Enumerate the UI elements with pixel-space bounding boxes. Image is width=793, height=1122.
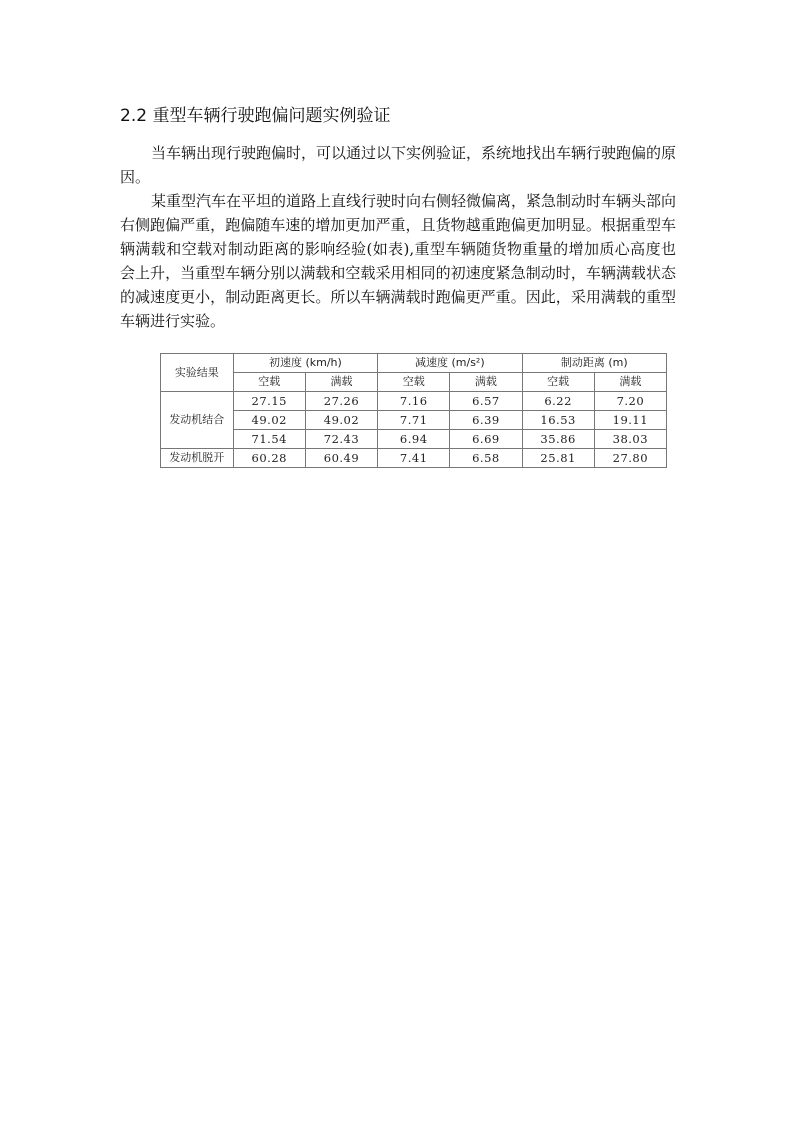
table-cell: 6.58 <box>450 449 522 468</box>
header-braking-distance: 制动距离 (m) <box>522 354 666 373</box>
table-cell: 49.02 <box>233 411 305 430</box>
subheader-cell: 满载 <box>594 373 666 392</box>
table-cell: 27.80 <box>594 449 666 468</box>
table-header-row <box>161 354 667 373</box>
table-row <box>161 411 667 430</box>
table-cell: 27.15 <box>233 392 305 411</box>
table-cell: 7.20 <box>594 392 666 411</box>
table-row <box>161 430 667 449</box>
table-cell: 16.53 <box>522 411 594 430</box>
table-cell: 19.11 <box>594 411 666 430</box>
subheader-cell: 空载 <box>378 373 450 392</box>
subheader-cell: 满载 <box>450 373 522 392</box>
table-cell: 7.16 <box>378 392 450 411</box>
table-row <box>161 392 667 411</box>
table-cell: 7.71 <box>378 411 450 430</box>
row-group-label: 发动机脱开 <box>161 449 234 468</box>
subheader-cell: 满载 <box>305 373 377 392</box>
table-cell: 72.43 <box>305 430 377 449</box>
header-initial-speed: 初速度 (km/h) <box>233 354 377 373</box>
table-cell: 6.94 <box>378 430 450 449</box>
table-cell: 49.02 <box>305 411 377 430</box>
table-cell: 6.57 <box>450 392 522 411</box>
header-deceleration: 减速度 (m/s²) <box>378 354 522 373</box>
table-cell: 6.39 <box>450 411 522 430</box>
section-heading: 2.2 重型车辆行驶跑偏问题实例验证 <box>120 106 391 126</box>
row-group-label: 发动机结合 <box>161 392 234 449</box>
subheader-cell: 空载 <box>522 373 594 392</box>
table-cell: 25.81 <box>522 449 594 468</box>
table-cell: 27.26 <box>305 392 377 411</box>
table-subheader-row <box>161 373 667 392</box>
table-cell: 60.49 <box>305 449 377 468</box>
table-cell: 6.22 <box>522 392 594 411</box>
subheader-cell: 空载 <box>233 373 305 392</box>
results-table <box>160 353 667 468</box>
table-cell: 6.69 <box>450 430 522 449</box>
table-cell: 71.54 <box>233 430 305 449</box>
corner-header: 实验结果 <box>161 354 234 392</box>
table-row <box>161 449 667 468</box>
table-cell: 38.03 <box>594 430 666 449</box>
table-cell: 60.28 <box>233 449 305 468</box>
table-cell: 35.86 <box>522 430 594 449</box>
paragraph-case: 某重型汽车在平坦的道路上直线行驶时向右侧轻微偏离，紧急制动时车辆头部向右侧跑偏严重，跑偏随车速的增加更加严重，且货物越重跑偏更加明显。根据重型车辆满载和空载对制动距离的影响经验(如表),重型车辆随货物重量的增加质心高度也会上升，当重型车辆分别以满载和空载采用相同的初速度紧急制动时，车辆满载状态的减速度更小，制动距离更长。所以车辆满载时跑偏更严重。因此，采用满载的重型车辆进行实验。 <box>120 192 677 330</box>
table-cell: 7.41 <box>378 449 450 468</box>
paragraph-intro: 当车辆出现行驶跑偏时，可以通过以下实例验证，系统地找出车辆行驶跑偏的原因。 <box>120 144 677 186</box>
